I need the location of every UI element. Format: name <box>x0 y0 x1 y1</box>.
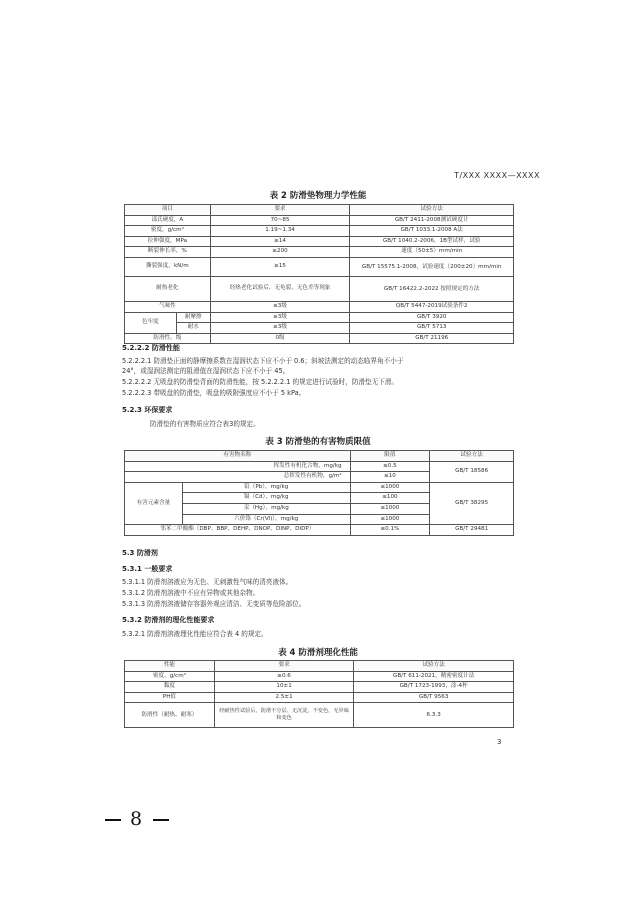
cell: GB/T 3920 <box>350 312 514 323</box>
table-row <box>125 692 514 703</box>
table-row <box>125 226 514 237</box>
paragraph: 5.3.1.1 防滑剂溶液应为无色、无刺激性气味的清亮液体。 <box>122 578 293 586</box>
cell: ≤1000 <box>350 482 430 493</box>
cell: 耐水 <box>176 323 210 334</box>
paragraph: 5.2.2.2.2 无吸盘的防滑垫背面的防滑性能，按 5.2.2.2.1 的规定进行试验时，防滑垫无下滑。 <box>122 378 399 386</box>
cell: 邵氏硬度，A <box>125 215 211 226</box>
table2-header-row <box>125 205 514 216</box>
paragraph: 5.3.1.3 防滑剂溶液储存容器外观应清洁、无变质等危险部位。 <box>122 600 306 608</box>
cell: ≥15 <box>210 257 350 276</box>
cell: GB/T 15575.1-2008，试验速度（200±20）mm/min <box>350 257 514 276</box>
table-row <box>125 671 514 682</box>
cell: GB/T 1723-1993，涂-4杯 <box>354 682 514 693</box>
footer-dash-left <box>105 819 121 821</box>
table-row <box>125 525 514 536</box>
paragraph: 5.3.1.2 防滑剂溶液中不应有异物或其他杂物。 <box>122 589 260 597</box>
paragraph: 防滑垫的有害物质应符合表3的规定。 <box>150 420 260 428</box>
table2-header-method: 试验方法 <box>350 205 514 216</box>
cell: 铅（Pb），mg/kg <box>182 482 350 493</box>
table2-header-req: 要求 <box>210 205 350 216</box>
cell: ≤10 <box>350 472 430 483</box>
cell: 70~85 <box>210 215 350 226</box>
cell: GB/T 38295 <box>430 482 514 524</box>
paragraph: 24°，或湿润法测定的阻滑值在湿润状态下应不小于 45。 <box>122 367 290 375</box>
section-532-heading: 5.3.2 防滑剂的理化性能要求 <box>122 616 215 624</box>
footer-page-number: 8 <box>130 808 145 830</box>
cell: 防滑性（耐热、耐寒） <box>125 703 215 728</box>
cell: ≥0.6 <box>214 671 353 682</box>
table-row <box>125 682 514 693</box>
table-row <box>125 703 514 728</box>
table3 <box>124 450 514 536</box>
table-row <box>125 247 514 258</box>
table4-header-prop: 性能 <box>125 661 215 672</box>
cell: 速度（50±5）mm/min <box>350 247 514 258</box>
cell: 色牢度 <box>125 312 177 333</box>
cell: ≥3级 <box>210 323 350 334</box>
paragraph: 5.3.2.1 防滑剂溶液理化性能应符合表 4 的规定。 <box>122 630 268 638</box>
cell: 6.3.3 <box>354 703 514 728</box>
page-number: 3 <box>497 738 502 746</box>
paragraph: 5.2.2.2.1 防滑垫正面的静摩擦系数在湿润状态下应不小于 0.6；斜坡法测定的动态临界角不小于 <box>122 357 404 365</box>
cell: 黏度 <box>125 682 215 693</box>
cell: 0级 <box>210 333 350 344</box>
cell: QB/T 5447-2019试验条件2 <box>350 301 514 312</box>
cell: ≤100 <box>350 493 430 504</box>
cell: 有害元素含量 <box>125 482 183 524</box>
cell: GB/T 1033.1-2008 A法 <box>350 226 514 237</box>
cell: GB/T 18586 <box>430 461 514 482</box>
section-531-heading: 5.3.1 一般要求 <box>122 565 173 573</box>
table3-header-method: 试验方法 <box>430 451 514 462</box>
section-5222-heading: 5.2.2.2 防滑性能 <box>122 344 180 352</box>
cell: ≥3级 <box>210 312 350 323</box>
table3-header-limit: 限值 <box>350 451 430 462</box>
cell: GB/T 2411-2008测试硬度计 <box>350 215 514 226</box>
cell: 六价铬（Cr(Ⅵ)），mg/kg <box>182 514 350 525</box>
cell: 汞（Hg），mg/kg <box>182 503 350 514</box>
cell: 撕裂强度，kN/m <box>125 257 211 276</box>
table-row <box>125 333 514 344</box>
paragraph: 5.2.2.2.3 带吸盘的防滑垫，吸盘的吸附强度应不小于 5 kPa。 <box>122 389 306 397</box>
table-row <box>125 482 514 493</box>
cell: ≤0.1% <box>350 525 430 536</box>
footer-dash-right <box>153 819 169 821</box>
section-53-heading: 5.3 防滑剂 <box>122 549 158 557</box>
cell: 镉（Cd），mg/kg <box>182 493 350 504</box>
table3-header-name: 有害物名称 <box>125 451 351 462</box>
cell: GB/T 16422.2-2022 按照规定的方法 <box>350 276 514 301</box>
cell: GB/T 1040.2-2006，1B型试样，试验 <box>350 236 514 247</box>
cell: 防滑性，级 <box>125 333 211 344</box>
cell: 断裂伸长率，% <box>125 247 211 258</box>
table2 <box>124 204 514 344</box>
table4-header-method: 试验方法 <box>354 661 514 672</box>
cell: ≥14 <box>210 236 350 247</box>
cell: 经耐热性试验后，防滑不分层、无沉淀，不变色，无异味和变色 <box>214 703 353 728</box>
table-row <box>125 461 514 472</box>
table-row <box>125 323 514 334</box>
section-523-heading: 5.2.3 环保要求 <box>122 406 173 414</box>
table-row <box>125 276 514 301</box>
cell: 10±1 <box>214 682 353 693</box>
cell: 挥发性有机化合物，mg/kg <box>125 461 351 472</box>
table-row <box>125 236 514 247</box>
cell: ≤3级 <box>210 301 350 312</box>
cell: GB/T 5713 <box>350 323 514 334</box>
table4-header-req: 要求 <box>214 661 353 672</box>
table-row <box>125 312 514 323</box>
cell: 耐热老化 <box>125 276 211 301</box>
cell: 气味性 <box>125 301 211 312</box>
cell: 经热老化试验后，无龟裂、无色差等现象 <box>210 276 350 301</box>
table-row <box>125 257 514 276</box>
cell: 总挥发性有机物，g/m² <box>125 472 351 483</box>
cell: ≥200 <box>210 247 350 258</box>
standard-number: T/XXX XXXX—XXXX <box>454 171 540 180</box>
table4-header-row <box>125 661 514 672</box>
cell: GB/T 611-2021，精密密度计法 <box>354 671 514 682</box>
cell: PH值 <box>125 692 215 703</box>
cell: GB/T 9563 <box>354 692 514 703</box>
cell: ≤1000 <box>350 514 430 525</box>
cell: 密度，g/cm³ <box>125 226 211 237</box>
table4-caption: 表 4 防滑剂理化性能 <box>278 648 358 658</box>
cell: ≤1000 <box>350 503 430 514</box>
table-row <box>125 301 514 312</box>
cell: 拉伸强度，MPa <box>125 236 211 247</box>
cell: 1.19~1.34 <box>210 226 350 237</box>
cell: 耐摩擦 <box>176 312 210 323</box>
cell: 2.5±1 <box>214 692 353 703</box>
table3-header-row <box>125 451 514 462</box>
footer-page-marker <box>96 808 178 830</box>
cell: ≤0.5 <box>350 461 430 472</box>
table2-header-item: 项目 <box>125 205 211 216</box>
cell: GB/T 29481 <box>430 525 514 536</box>
table-row <box>125 215 514 226</box>
cell: 密度，g/cm³ <box>125 671 215 682</box>
cell: GB/T 21196 <box>350 333 514 344</box>
table4 <box>124 660 514 728</box>
cell: 邻苯二甲酸酯（DBP、BBP、DEHP、DNOP、DINP、DIDP） <box>125 525 351 536</box>
table3-caption: 表 3 防滑垫的有害物质限值 <box>265 437 371 447</box>
table2-caption: 表 2 防滑垫物理力学性能 <box>269 191 367 201</box>
